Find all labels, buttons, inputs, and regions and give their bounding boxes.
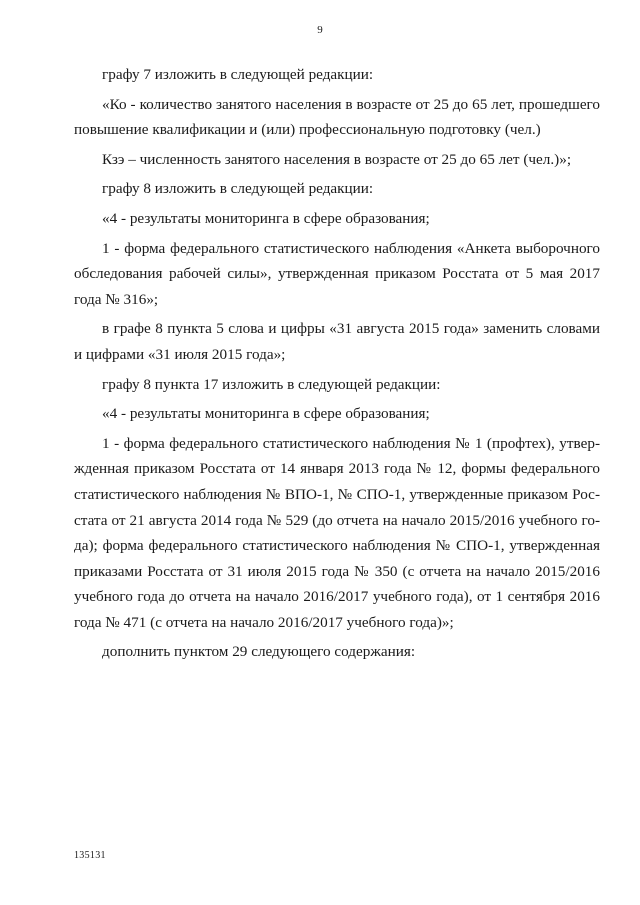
document-body (74, 62, 600, 669)
page-number: 9 (317, 24, 323, 36)
paragraph: Кзэ – численность занятого населения в возрасте от 25 до 65 лет (чел.)»; (102, 150, 572, 168)
document-code: 135131 (74, 850, 106, 861)
paragraph: графу 8 пункта 17 изложить в следующей редакции: (102, 375, 441, 393)
paragraph: 1 - форма федерального статистического наблюдения № 1 (профтех), утвержденная приказом Росстата от 14 января 2013 года № 12, формы федерального статистического наблюдения № ВПО-1, № СПО-1, утвержденные приказом Росстата от 21 августа 2014 года № 529 (до отчета на начало 2015/2016 учебного года); форма федерального статистического наблюдения № СПО-1, утвержденная приказами Росстата от 31 июля 2015 года № 350 (с отчета на начало 2015/2016 учебного года до отчета на начало 2016/2017 учебного года), от 1 сентября 2016 года № 471 (с отчета на начало 2016/2017 учебного года)»; (74, 434, 600, 631)
paragraph: в графе 8 пункта 5 слова и цифры «31 августа 2015 года» заменить словами и цифрами «31 июля 2015 года»; (74, 320, 600, 363)
paragraph: «4 - результаты мониторинга в сфере образования; (102, 209, 430, 227)
paragraph: графу 7 изложить в следующей редакции: (102, 66, 374, 83)
paragraph: «4 - результаты мониторинга в сфере образования; (102, 405, 430, 423)
paragraph: 1 - форма федерального статистического наблюдения «Анкета выборочного обследования рабочей силы», утвержденная приказом Росстата от 5 мая 2017 года № 316»; (74, 239, 600, 308)
paragraph: дополнить пунктом 29 следующего содержания: (102, 643, 416, 661)
paragraph: графу 8 изложить в следующей редакции: (102, 180, 374, 198)
paragraph: «Ко - количество занятого населения в возрасте от 25 до 65 лет, прошедшего повышение квалификации и (или) профессиональную подготовку (чел.) (74, 95, 600, 139)
